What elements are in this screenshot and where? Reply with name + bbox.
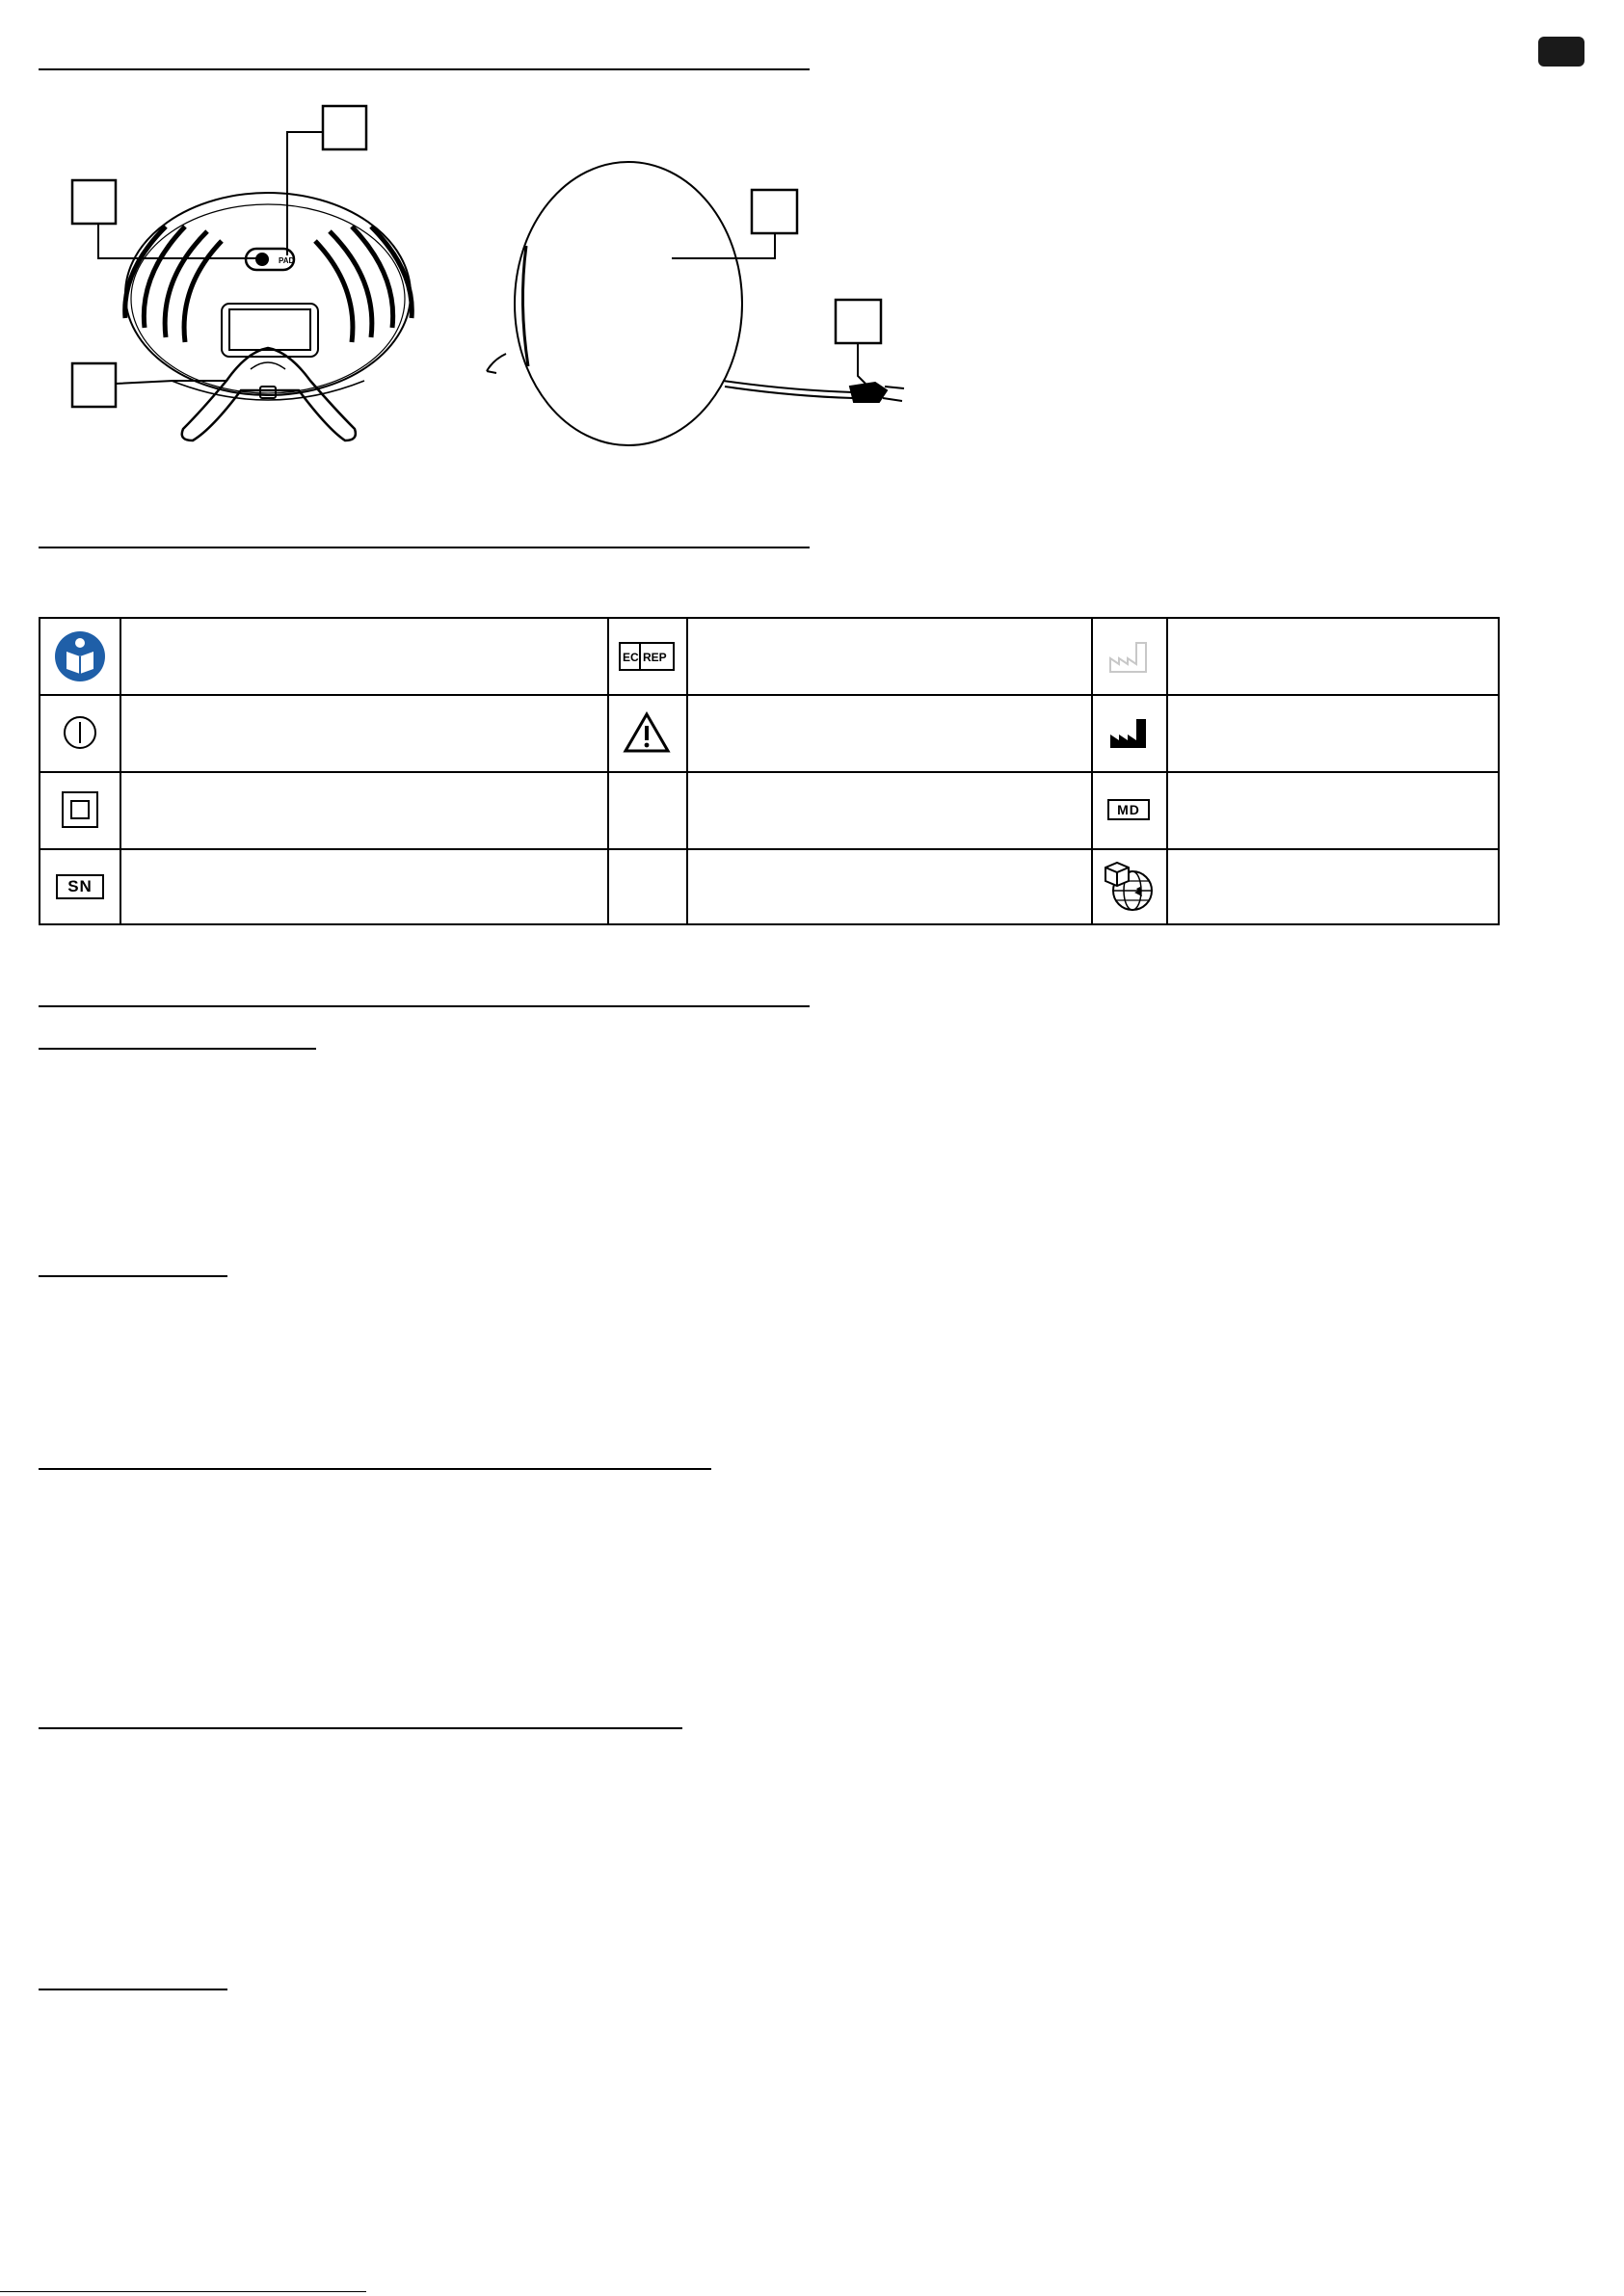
table-row [40,771,120,848]
device-back-view [125,193,413,441]
symbol-description [1176,628,1494,684]
symbol-cell [1091,771,1166,848]
warning-triangle-icon [623,711,671,754]
symbol-description [129,704,598,761]
symbol-cell [607,619,686,694]
symbol-description [1176,781,1494,839]
symbol-description [1176,858,1494,916]
callout-box-4 [672,190,797,258]
table-row [40,619,120,694]
subsection-rule-3 [39,1468,711,1470]
symbol-cell [607,848,686,925]
symbol-description [129,781,598,839]
symbol-cell [1091,694,1166,771]
ec-rep-icon [619,642,675,671]
section-rule-3 [39,1005,810,1007]
symbol-description [696,628,1081,684]
device-front-view [487,162,904,445]
footer-rule [0,2291,366,2292]
symbol-description [129,858,598,916]
symbol-description [696,858,1081,916]
table-divider [40,771,1498,773]
table-row [40,694,120,771]
importer-icon [1100,858,1158,916]
language-tab-badge [1538,37,1584,67]
ec-label: EC [623,651,639,664]
symbol-cell [607,771,686,848]
medical-device-icon: MD [1107,799,1150,820]
symbol-description [696,781,1081,839]
symbol-cell [607,694,686,771]
symbol-description [1176,704,1494,761]
subsection-rule-2 [39,1275,227,1277]
symbols-table [39,617,1500,925]
callout-box-5 [836,300,881,384]
section-rule-1 [39,68,810,70]
table-divider [40,848,1498,850]
subsection-rule-1 [39,1048,316,1050]
table-row [40,848,120,925]
section-rule-2 [39,547,810,548]
class-ii-equipment-icon [60,789,100,830]
device-diagram [58,101,945,506]
subsection-rule-4 [39,1727,682,1729]
read-manual-icon [54,630,106,682]
symbol-cell [1091,848,1166,925]
subsection-rule-5 [39,1989,227,1990]
manufacturer-icon [1107,713,1150,752]
svg-text:PAD: PAD [279,256,295,265]
on-off-icon [61,713,99,752]
symbol-description [696,704,1081,761]
symbol-cell [1091,619,1166,694]
symbol-description [129,628,598,684]
rep-label: REP [643,651,667,664]
serial-number-icon: SN [56,874,104,899]
date-of-manufacture-icon [1107,637,1150,676]
callout-box-1 [287,106,366,255]
table-divider [40,694,1498,696]
